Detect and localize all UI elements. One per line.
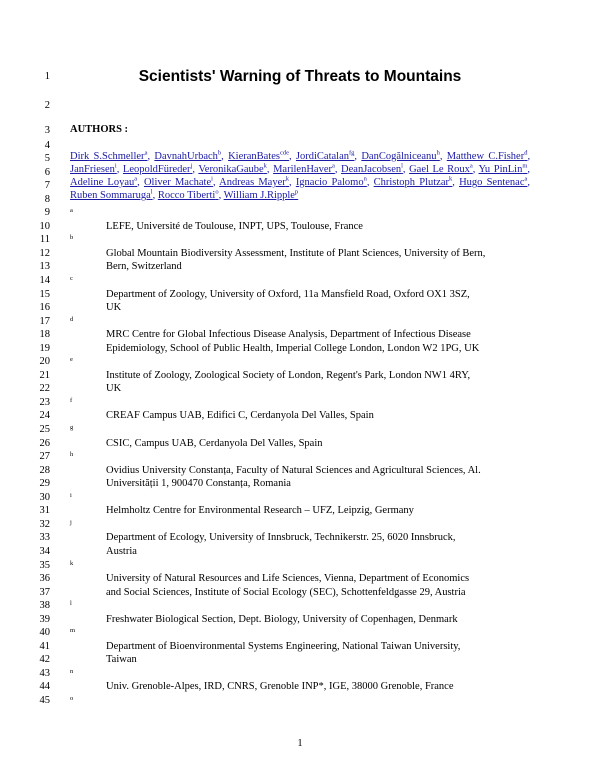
author-link[interactable]: Dirk S.Schmeller$^a$ (70, 149, 148, 162)
affiliation-marker: j (70, 518, 72, 526)
line-number: 6 (44, 166, 50, 178)
affiliation-superscript: l (401, 162, 403, 170)
affiliation-superscript: k (285, 175, 289, 183)
affiliation-superscript: d (524, 149, 528, 157)
line-number: 14 (39, 274, 50, 286)
line-number: 26 (39, 437, 50, 449)
affiliation-text: and Social Sciences, Institute of Social Ecology (SEC), Schottenfeldgasse 29, Austria (106, 586, 466, 598)
line-number: 11 (39, 234, 50, 246)
affiliation-superscript: a (331, 162, 335, 170)
affiliation-marker: k (70, 559, 74, 567)
line-number: 5 (44, 153, 50, 164)
line-number: 43 (39, 667, 50, 679)
affiliation-text: Global Mountain Biodiversity Assessment, Institute of Plant Sciences, University of Bern, (106, 247, 486, 259)
author-link[interactable]: JanFriesen$^i$ (70, 162, 117, 175)
affiliation-text: CREAF Campus UAB, Edifici C, Cerdanyola Del Valles, Spain (106, 410, 374, 422)
line-number: 20 (39, 356, 50, 368)
author-link[interactable]: Ruben Sommaruga$^l$ (70, 188, 153, 201)
affiliation-text: Epidemiology, School of Public Health, Imperial College London, London W2 1PG, UK (106, 342, 480, 354)
affiliation-superscript: i (211, 175, 213, 183)
author-link[interactable]: Christoph Plutzar$^k$ (373, 175, 453, 188)
line-number: 28 (39, 464, 50, 476)
affiliation-text: Austria (106, 545, 137, 557)
affiliation-text: CSIC, Campus UAB, Cerdanyola Del Valles, Spain (106, 437, 323, 449)
line-number: 39 (39, 613, 50, 625)
affiliation-text: MRC Centre for Global Infectious Disease Analysis, Department of Infectious Disease (106, 329, 471, 341)
affiliation-text: Taiwan (106, 654, 137, 666)
author-link[interactable]: DeanJacobsen$^l$ (341, 162, 403, 175)
affiliation-marker: a (70, 207, 73, 215)
affiliation-superscript: i (114, 162, 117, 170)
line-number: 42 (39, 654, 50, 666)
affiliation-text: Institute of Zoology, Zoological Society of London, Regent's Park, London NW1 4RY, (106, 369, 471, 381)
author-link[interactable]: Matthew C.Fisher$^d$ (446, 149, 528, 162)
author-link[interactable]: Andreas Mayer$^k$ (219, 175, 289, 188)
affiliation-marker: e (70, 356, 73, 364)
affiliation-superscript: fg (349, 149, 355, 157)
affiliation-superscript: a (144, 149, 148, 157)
affiliation-superscript: k (449, 175, 453, 183)
author-link[interactable]: KieranBates$^{cde}$ (228, 149, 290, 162)
author-link[interactable]: Gael Le Roux$^a$ (409, 162, 473, 175)
affiliation-superscript: l (150, 188, 153, 196)
affiliation-marker: d (70, 315, 74, 323)
line-number: 45 (39, 695, 50, 706)
affiliation-text: Univ. Grenoble-Alpes, IRD, CNRS, Grenoble INP*, IGE, 38000 Grenoble, France (106, 681, 454, 693)
line-number: 25 (39, 424, 50, 435)
line-number: 17 (39, 315, 50, 327)
line-number: 16 (39, 302, 50, 314)
affiliation-marker: c (70, 274, 73, 282)
author-link[interactable]: Rocco Tiberti$^o$ (157, 188, 219, 201)
line-number: 37 (39, 586, 50, 598)
line-number: 44 (39, 681, 50, 693)
author-link[interactable]: DavnahUrbach$^b$ (154, 149, 222, 162)
line-number: 2 (44, 100, 50, 111)
author-link[interactable]: Yu PinLin$^m$ (478, 162, 528, 175)
author-link[interactable]: Oliver Machate$^i$ (143, 175, 213, 188)
line-number: 10 (39, 220, 50, 232)
line-number: 1 (44, 71, 50, 82)
affiliation-superscript: h (436, 149, 440, 157)
affiliation-superscript: k (263, 162, 267, 170)
line-number: 23 (39, 396, 50, 408)
author-link[interactable]: MarilenHaver$^a$ (273, 162, 335, 175)
affiliation-marker: m (70, 627, 76, 635)
affiliation-marker: i (70, 491, 72, 499)
affiliation-superscript: a (524, 175, 528, 183)
affiliation-marker: h (70, 451, 74, 459)
affiliation-superscript: m (522, 162, 528, 170)
line-number: 7 (44, 180, 50, 192)
author-link[interactable]: VeronikaGaube$^k$ (198, 162, 267, 175)
affiliation-marker: g (70, 424, 74, 431)
line-number: 19 (39, 342, 50, 354)
paper-title: Scientists' Warning of Threats to Mountains (138, 68, 462, 85)
line-number: 32 (39, 518, 50, 530)
line-number: 35 (39, 559, 50, 571)
affiliation-marker: n (70, 667, 74, 675)
line-number: 29 (39, 478, 50, 490)
author-link[interactable]: JordiCatalan$^{fg}$ (295, 149, 355, 162)
line-number: 38 (39, 600, 50, 612)
affiliation-text: Helmholtz Centre for Environmental Research – UFZ, Leipzig, Germany (106, 505, 414, 517)
affiliation-superscript: a (134, 175, 138, 183)
author-list: Dirk S.Schmeller$^a$, DavnahUrbach$^b$, KieranBates$^{cde}$, JordiCatalan$^{fg}$, DanCogălniceanu$^h$, Matthew C.Fisher$^d$, JanFriesen$^i$, LeopoldFüreder$^j$, VeronikaGaube$^k$, MarilenHaver$^a$, DeanJacobsen$^l$, Gael Le Roux$^a$, Yu PinLin$^m$, Adeline Loyau$^a$, Oliver Machate$^i$, Andreas Mayer$^k$, Ignacio Palomo$^n$, Christoph Plutzar$^k$, Hugo Sentenac$^a$, Ruben Sommaruga$^l$, Rocco Tiberti$^o$, William J.Ripple$^p$ (70, 149, 531, 201)
line-number: 13 (39, 261, 50, 273)
affiliation-text: University of Natural Resources and Life Sciences, Vienna, Department of Economics (106, 573, 470, 585)
affiliation-text: Department of Ecology, University of Innsbruck, Technikerstr. 25, 6020 Innsbruck, (106, 532, 456, 544)
line-number: 36 (39, 573, 50, 585)
affiliation-marker: f (70, 396, 73, 404)
author-link[interactable]: Hugo Sentenac$^a$ (459, 175, 528, 188)
affiliation-superscript: j (190, 162, 193, 170)
affiliation-text: UK (106, 302, 122, 314)
line-number: 34 (39, 545, 50, 557)
author-link[interactable]: LeopoldFüreder$^j$ (122, 162, 193, 175)
line-number: 27 (39, 451, 50, 463)
affiliation-text: Department of Bioenvironmental Systems Engineering, National Taiwan University, (106, 640, 461, 652)
line-number: 8 (44, 193, 50, 205)
line-number: 4 (44, 140, 50, 151)
affiliation-text: Ovidius University Constanța, Faculty of Natural Sciences and Agricultural Sciences, Al. (106, 464, 481, 476)
line-number: 33 (39, 532, 50, 544)
affiliation-superscript: n (363, 175, 367, 183)
affiliation-text: Freshwater Biological Section, Dept. Biology, University of Copenhagen, Denmark (106, 613, 458, 625)
line-number: 22 (39, 383, 50, 395)
author-link[interactable]: Adeline Loyau$^a$ (70, 175, 138, 188)
author-link[interactable]: DanCogălniceanu$^h$ (361, 149, 440, 162)
author-link[interactable]: William J.Ripple$^p$ (223, 188, 299, 201)
line-number: 12 (39, 247, 50, 259)
line-number: 31 (39, 505, 50, 517)
line-number: 18 (39, 329, 50, 341)
affiliation-marker: l (70, 600, 72, 608)
line-number: 24 (39, 410, 50, 422)
authors-heading: AUTHORS : (70, 124, 129, 135)
affiliation-text: Department of Zoology, University of Oxford, 11a Mansfield Road, Oxford OX1 3SZ, (106, 288, 470, 300)
affiliation-superscript: a (469, 162, 473, 170)
affiliation-marker: o (70, 695, 74, 702)
affiliation-superscript: o (215, 188, 219, 196)
affiliation-text: UK (106, 383, 122, 395)
line-number: 3 (44, 125, 50, 136)
line-number: 30 (39, 491, 50, 503)
affiliation-marker: b (70, 234, 74, 242)
affiliation-text: Universității 1, 900470 Constanța, Romania (106, 478, 291, 490)
line-number: 21 (39, 369, 50, 381)
line-number: 15 (39, 288, 50, 300)
affiliation-text: Bern, Switzerland (106, 261, 182, 273)
affiliation-superscript: b (217, 149, 222, 157)
line-number: 41 (39, 640, 50, 652)
affiliation-superscript: p (294, 188, 299, 196)
page-number: 1 (297, 738, 303, 749)
line-number: 40 (39, 627, 50, 639)
affiliation-text: LEFE, Université de Toulouse, INPT, UPS, Toulouse, France (106, 220, 363, 232)
affiliation-superscript: cde (279, 149, 290, 157)
line-number: 9 (44, 207, 50, 219)
author-link[interactable]: Ignacio Palomo$^n$ (295, 175, 367, 188)
